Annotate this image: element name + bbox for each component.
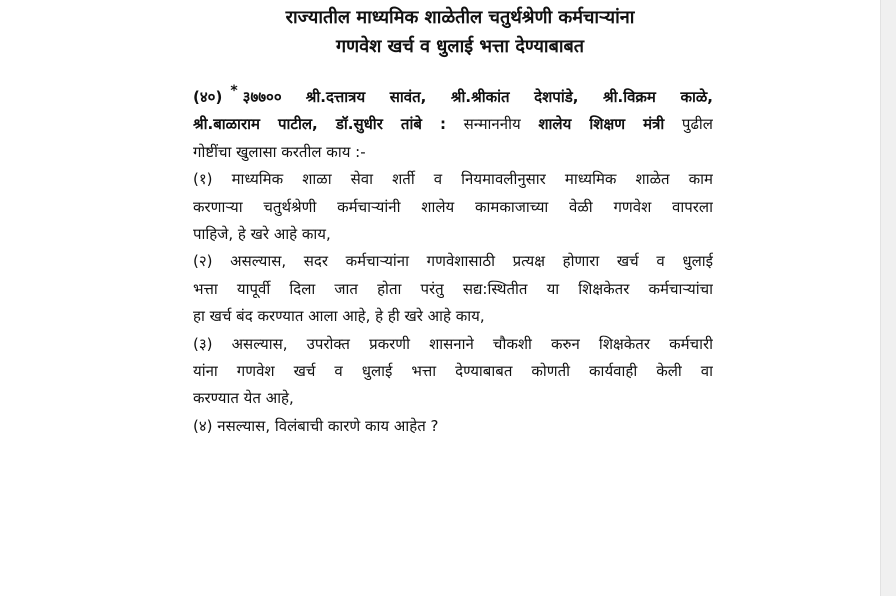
question-header-line-2 [193,111,713,138]
question-point-2 [193,248,713,330]
minister-title: शालेय शिक्षण मंत्री [538,115,665,134]
question-block [193,84,713,440]
question-number: (४०) [193,88,223,106]
question-id: ३७७०० [242,88,282,106]
vertical-scrollbar[interactable] [880,0,896,596]
question-point-3 [193,331,713,413]
point-line: (१) माध्यमिक शाळा सेवा शर्ती व नियमावलीनुसार माध्यमिक शाळेत काम [193,170,713,189]
point-line: (४) नसल्यास, विलंबाची कारणे काय आहेत ? [193,416,439,435]
question-point-1 [193,166,713,248]
point-line: यांना गणवेश खर्च व धुलाई भत्ता देण्याबाबत कोणती कार्यवाही केली वा [193,361,713,380]
document-title-line-2: गणवेश खर्च व धुलाई भत्ता देण्याबाबत [335,36,585,57]
point-line: (३) असल्यास, उपरोक्त प्रकरणी शासनाने चौकशी करुन शिक्षकेतर कर्मचारी [193,334,713,353]
addressee-prefix: सन्माननीय [463,115,521,134]
point-line: हा खर्च बंद करण्यात आला आहे, हे ही खरे आहे काय, [193,307,485,326]
question-intro-line: गोष्टींचा खुलासा करतील काय :- [193,142,366,161]
point-line: पाहिजे, हे खरे आहे काय, [193,224,331,243]
point-line: करणाऱ्या चतुर्थश्रेणी कर्मचाऱ्यांनी शालेय कामकाजाच्या वेळी गणवेश वापरला [193,197,713,216]
starred-question-marker: * [230,84,238,99]
question-members-line-2: श्री.बाळाराम पाटील, डॉ.सुधीर तांबे : [193,115,447,134]
question-point-4 [193,413,713,440]
document-title-line-1: राज्यातील माध्यमिक शाळेतील चतुर्थश्रेणी कर्मचाऱ्यांना [285,7,635,28]
question-members-line-1: श्री.दत्तात्रय सावंत, श्री.श्रीकांत देशपांडे, श्री.विक्रम काळे, [305,88,713,106]
point-line: (२) असल्यास, सदर कर्मचाऱ्यांना गणवेशासाठी प्रत्यक्ष होणारा खर्च व धुलाई [193,252,713,271]
point-line: करण्यात येत आहे, [193,389,294,408]
point-line: भत्ता यापूर्वी दिला जात होता परंतु सद्य:स्थितीत या शिक्षकेतर कर्मचाऱ्यांचा [193,279,713,298]
addressee-suffix: पुढील [681,115,713,134]
question-header-line-1 [193,84,713,111]
